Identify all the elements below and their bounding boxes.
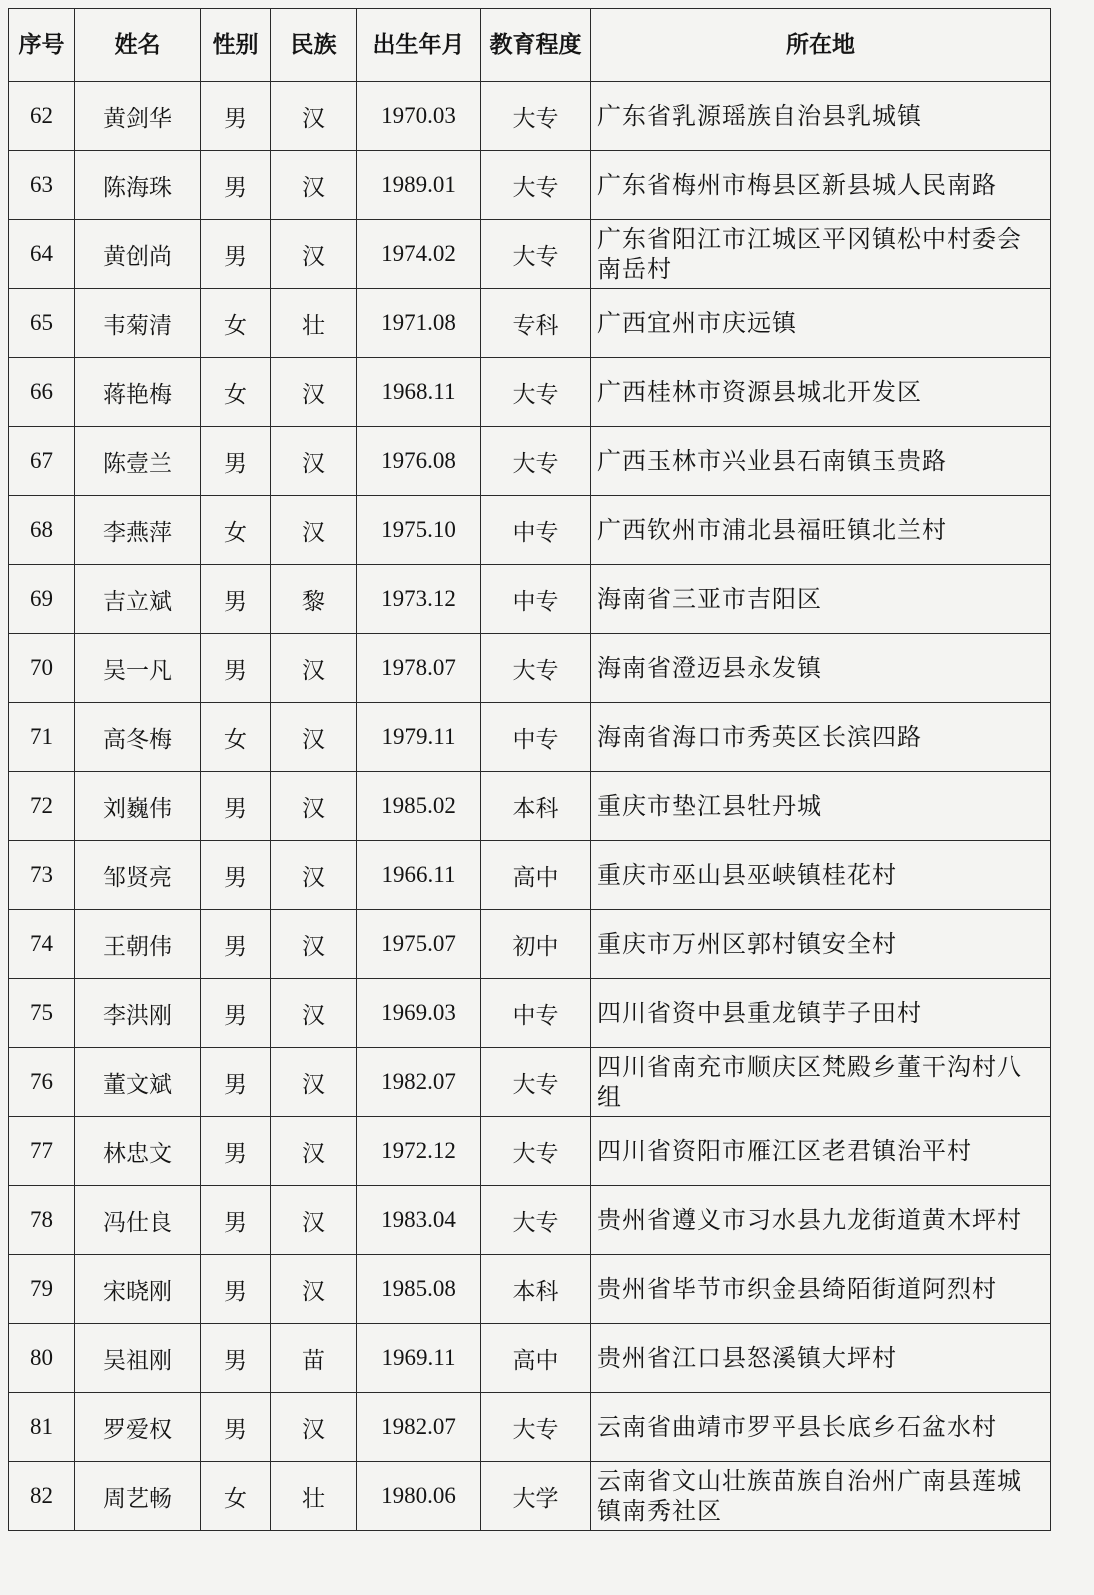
cell-ethnicity: 汉: [271, 151, 357, 220]
cell-birth: 1979.11: [357, 703, 481, 772]
cell-birth: 1989.01: [357, 151, 481, 220]
header-gender: 性别: [201, 9, 271, 82]
cell-education: 中专: [481, 565, 591, 634]
cell-location: 海南省澄迈县永发镇: [591, 634, 1051, 703]
cell-seq: 77: [9, 1117, 75, 1186]
cell-seq: 79: [9, 1255, 75, 1324]
cell-seq: 72: [9, 772, 75, 841]
cell-birth: 1980.06: [357, 1462, 481, 1531]
table-row: [9, 1393, 1051, 1462]
cell-gender: 男: [201, 910, 271, 979]
cell-birth: 1970.03: [357, 82, 481, 151]
cell-name: 吴一凡: [75, 634, 201, 703]
cell-ethnicity: 汉: [271, 496, 357, 565]
cell-name: 黄创尚: [75, 220, 201, 289]
cell-name: 董文斌: [75, 1048, 201, 1117]
cell-location: 广西桂林市资源县城北开发区: [591, 358, 1051, 427]
cell-education: 大专: [481, 1393, 591, 1462]
cell-location: 广西宜州市庆远镇: [591, 289, 1051, 358]
cell-name: 李洪刚: [75, 979, 201, 1048]
table-header-row: [9, 9, 1051, 82]
cell-location: 四川省资中县重龙镇芋子田村: [591, 979, 1051, 1048]
cell-education: 大专: [481, 220, 591, 289]
cell-education: 大专: [481, 1117, 591, 1186]
cell-seq: 62: [9, 82, 75, 151]
cell-education: 高中: [481, 1324, 591, 1393]
table-row: [9, 910, 1051, 979]
cell-name: 陈壹兰: [75, 427, 201, 496]
cell-gender: 男: [201, 1324, 271, 1393]
cell-seq: 76: [9, 1048, 75, 1117]
cell-name: 高冬梅: [75, 703, 201, 772]
cell-gender: 女: [201, 703, 271, 772]
cell-ethnicity: 汉: [271, 1048, 357, 1117]
table-row: [9, 634, 1051, 703]
cell-gender: 男: [201, 1186, 271, 1255]
header-seq: 序号: [9, 9, 75, 82]
cell-ethnicity: 黎: [271, 565, 357, 634]
cell-name: 王朝伟: [75, 910, 201, 979]
table-row: [9, 82, 1051, 151]
cell-education: 大专: [481, 427, 591, 496]
cell-location: 贵州省毕节市织金县绮陌街道阿烈村: [591, 1255, 1051, 1324]
cell-ethnicity: 汉: [271, 1393, 357, 1462]
cell-birth: 1966.11: [357, 841, 481, 910]
cell-seq: 67: [9, 427, 75, 496]
cell-seq: 71: [9, 703, 75, 772]
roster-table: [8, 8, 1051, 1531]
cell-gender: 女: [201, 358, 271, 427]
cell-education: 专科: [481, 289, 591, 358]
cell-education: 初中: [481, 910, 591, 979]
cell-location: 广东省阳江市江城区平冈镇松中村委会南岳村: [591, 220, 1051, 289]
cell-seq: 74: [9, 910, 75, 979]
cell-seq: 70: [9, 634, 75, 703]
cell-gender: 女: [201, 289, 271, 358]
table-row: [9, 496, 1051, 565]
table-row: [9, 841, 1051, 910]
cell-birth: 1985.02: [357, 772, 481, 841]
cell-name: 黄剑华: [75, 82, 201, 151]
table-row: [9, 151, 1051, 220]
cell-birth: 1982.07: [357, 1393, 481, 1462]
header-location: 所在地: [591, 9, 1051, 82]
cell-location: 四川省资阳市雁江区老君镇治平村: [591, 1117, 1051, 1186]
cell-name: 宋晓刚: [75, 1255, 201, 1324]
cell-ethnicity: 汉: [271, 910, 357, 979]
cell-birth: 1982.07: [357, 1048, 481, 1117]
cell-ethnicity: 汉: [271, 82, 357, 151]
cell-ethnicity: 汉: [271, 220, 357, 289]
cell-location: 海南省海口市秀英区长滨四路: [591, 703, 1051, 772]
cell-seq: 82: [9, 1462, 75, 1531]
cell-ethnicity: 汉: [271, 1117, 357, 1186]
cell-education: 大专: [481, 151, 591, 220]
cell-name: 刘巍伟: [75, 772, 201, 841]
cell-name: 吉立斌: [75, 565, 201, 634]
cell-location: 广东省乳源瑶族自治县乳城镇: [591, 82, 1051, 151]
cell-location: 云南省曲靖市罗平县长底乡石盆水村: [591, 1393, 1051, 1462]
table-row: [9, 427, 1051, 496]
cell-ethnicity: 汉: [271, 841, 357, 910]
cell-gender: 男: [201, 1255, 271, 1324]
cell-birth: 1972.12: [357, 1117, 481, 1186]
header-ethnicity: 民族: [271, 9, 357, 82]
cell-name: 周艺畅: [75, 1462, 201, 1531]
cell-gender: 男: [201, 841, 271, 910]
cell-ethnicity: 汉: [271, 427, 357, 496]
cell-gender: 男: [201, 82, 271, 151]
cell-location: 重庆市万州区郭村镇安全村: [591, 910, 1051, 979]
cell-education: 大专: [481, 1048, 591, 1117]
cell-ethnicity: 苗: [271, 1324, 357, 1393]
cell-education: 中专: [481, 496, 591, 565]
table-row: [9, 220, 1051, 289]
cell-gender: 男: [201, 1393, 271, 1462]
cell-education: 大专: [481, 1186, 591, 1255]
cell-seq: 69: [9, 565, 75, 634]
cell-name: 蒋艳梅: [75, 358, 201, 427]
cell-name: 冯仕良: [75, 1186, 201, 1255]
cell-location: 重庆市巫山县巫峡镇桂花村: [591, 841, 1051, 910]
table-row: [9, 1324, 1051, 1393]
cell-seq: 64: [9, 220, 75, 289]
cell-name: 韦菊清: [75, 289, 201, 358]
cell-birth: 1974.02: [357, 220, 481, 289]
table-body: [9, 82, 1051, 1531]
table-row: [9, 1255, 1051, 1324]
cell-location: 云南省文山壮族苗族自治州广南县莲城镇南秀社区: [591, 1462, 1051, 1531]
cell-birth: 1978.07: [357, 634, 481, 703]
cell-birth: 1975.07: [357, 910, 481, 979]
cell-name: 林忠文: [75, 1117, 201, 1186]
cell-name: 邹贤亮: [75, 841, 201, 910]
cell-education: 大学: [481, 1462, 591, 1531]
cell-gender: 男: [201, 634, 271, 703]
cell-seq: 65: [9, 289, 75, 358]
cell-birth: 1975.10: [357, 496, 481, 565]
cell-location: 四川省南充市顺庆区梵殿乡董干沟村八组: [591, 1048, 1051, 1117]
cell-birth: 1973.12: [357, 565, 481, 634]
cell-gender: 男: [201, 427, 271, 496]
cell-gender: 男: [201, 565, 271, 634]
table-row: [9, 703, 1051, 772]
table-row: [9, 565, 1051, 634]
roster-document: [8, 8, 1050, 1531]
cell-seq: 68: [9, 496, 75, 565]
cell-seq: 78: [9, 1186, 75, 1255]
cell-birth: 1969.03: [357, 979, 481, 1048]
cell-education: 中专: [481, 979, 591, 1048]
cell-location: 广东省梅州市梅县区新县城人民南路: [591, 151, 1051, 220]
cell-ethnicity: 汉: [271, 703, 357, 772]
cell-location: 海南省三亚市吉阳区: [591, 565, 1051, 634]
cell-birth: 1976.08: [357, 427, 481, 496]
header-name: 姓名: [75, 9, 201, 82]
table-row: [9, 358, 1051, 427]
cell-name: 陈海珠: [75, 151, 201, 220]
cell-education: 本科: [481, 772, 591, 841]
cell-location: 贵州省遵义市习水县九龙街道黄木坪村: [591, 1186, 1051, 1255]
cell-location: 广西玉林市兴业县石南镇玉贵路: [591, 427, 1051, 496]
cell-gender: 男: [201, 979, 271, 1048]
cell-name: 李燕萍: [75, 496, 201, 565]
cell-gender: 男: [201, 151, 271, 220]
cell-education: 本科: [481, 1255, 591, 1324]
cell-name: 吴祖刚: [75, 1324, 201, 1393]
cell-gender: 男: [201, 1048, 271, 1117]
cell-gender: 男: [201, 772, 271, 841]
cell-seq: 63: [9, 151, 75, 220]
cell-education: 大专: [481, 634, 591, 703]
table-row: [9, 1462, 1051, 1531]
header-birth: 出生年月: [357, 9, 481, 82]
cell-education: 中专: [481, 703, 591, 772]
cell-ethnicity: 汉: [271, 1255, 357, 1324]
table-row: [9, 1117, 1051, 1186]
cell-education: 大专: [481, 358, 591, 427]
cell-seq: 66: [9, 358, 75, 427]
cell-seq: 73: [9, 841, 75, 910]
cell-seq: 80: [9, 1324, 75, 1393]
cell-location: 广西钦州市浦北县福旺镇北兰村: [591, 496, 1051, 565]
cell-education: 大专: [481, 82, 591, 151]
table-row: [9, 289, 1051, 358]
table-row: [9, 772, 1051, 841]
table-row: [9, 1048, 1051, 1117]
cell-birth: 1985.08: [357, 1255, 481, 1324]
cell-location: 重庆市垫江县牡丹城: [591, 772, 1051, 841]
cell-birth: 1969.11: [357, 1324, 481, 1393]
cell-birth: 1968.11: [357, 358, 481, 427]
cell-gender: 女: [201, 1462, 271, 1531]
cell-gender: 男: [201, 1117, 271, 1186]
header-education: 教育程度: [481, 9, 591, 82]
cell-location: 贵州省江口县怒溪镇大坪村: [591, 1324, 1051, 1393]
cell-name: 罗爱权: [75, 1393, 201, 1462]
cell-ethnicity: 汉: [271, 634, 357, 703]
cell-ethnicity: 汉: [271, 979, 357, 1048]
cell-education: 高中: [481, 841, 591, 910]
table-row: [9, 979, 1051, 1048]
cell-ethnicity: 壮: [271, 289, 357, 358]
cell-seq: 81: [9, 1393, 75, 1462]
cell-birth: 1971.08: [357, 289, 481, 358]
cell-ethnicity: 汉: [271, 1186, 357, 1255]
cell-ethnicity: 汉: [271, 358, 357, 427]
table-row: [9, 1186, 1051, 1255]
cell-seq: 75: [9, 979, 75, 1048]
cell-gender: 女: [201, 496, 271, 565]
cell-ethnicity: 壮: [271, 1462, 357, 1531]
cell-ethnicity: 汉: [271, 772, 357, 841]
cell-birth: 1983.04: [357, 1186, 481, 1255]
cell-gender: 男: [201, 220, 271, 289]
